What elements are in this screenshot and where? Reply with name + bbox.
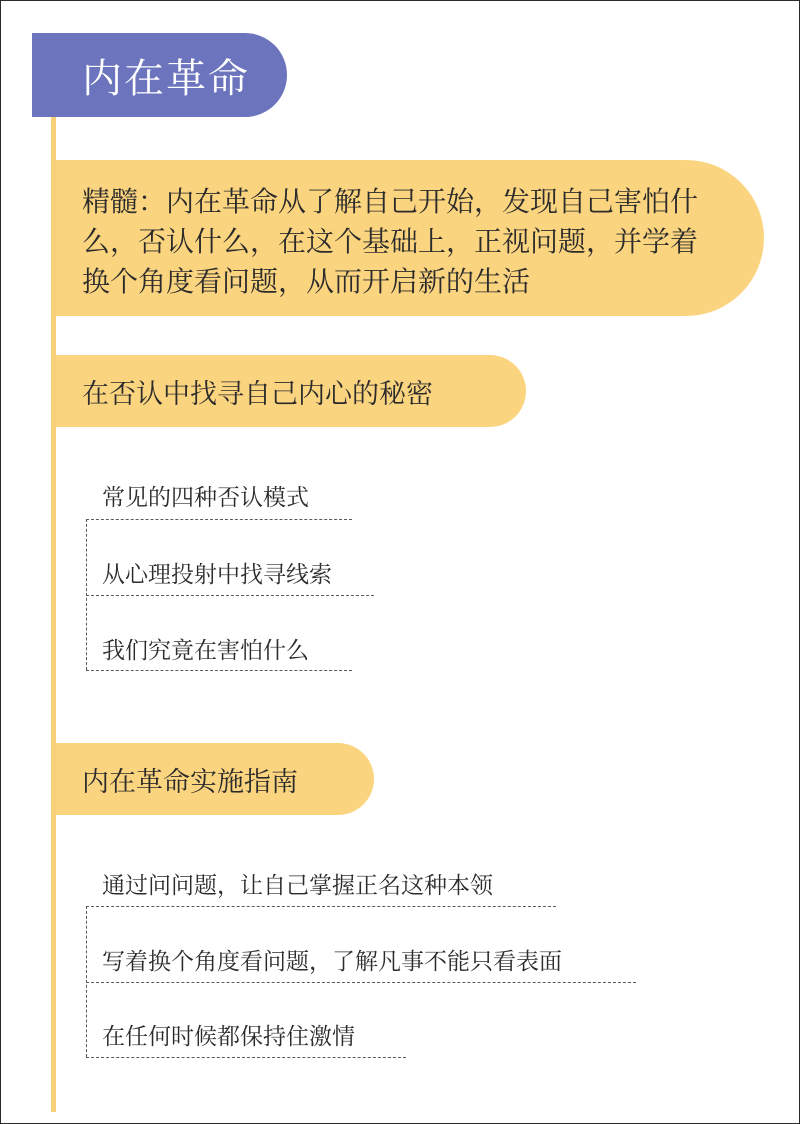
section-1-connector-2 xyxy=(86,595,374,596)
main-title-text: 内在革命 xyxy=(82,55,250,102)
section-2-connector-1 xyxy=(86,906,556,907)
section-1-item-1: 常见的四种否认模式 xyxy=(102,485,309,511)
section-1-item-2: 从心理投射中找寻线索 xyxy=(102,562,332,588)
essence-text: 精髓：内在革命从了解自己开始，发现自己害怕什么，否认什么，在这个基础上，正视问题，并学着换个角度看问题，从而开启新的生活 xyxy=(82,185,699,298)
essence-box xyxy=(56,160,764,316)
section-heading-1 xyxy=(56,355,526,427)
section-2-item-3: 在任何时候都保持住激情 xyxy=(102,1024,355,1050)
section-2-bracket xyxy=(86,906,87,1057)
section-2-item-2: 写着换个角度看问题，了解凡事不能只看表面 xyxy=(102,949,562,975)
section-heading-2 xyxy=(56,743,374,815)
section-heading-1-text: 在否认中找寻自己内心的秘密 xyxy=(82,378,433,410)
section-2-connector-2 xyxy=(86,982,636,983)
section-1-connector-3 xyxy=(86,670,352,671)
section-1-item-3: 我们究竟在害怕什么 xyxy=(102,638,309,664)
section-1-bracket xyxy=(86,519,87,670)
main-title xyxy=(32,33,287,117)
section-heading-2-text: 内在革命实施指南 xyxy=(82,766,298,798)
section-2-item-1: 通过问问题，让自己掌握正名这种本领 xyxy=(102,873,493,899)
section-1-connector-1 xyxy=(86,519,352,520)
section-2-connector-3 xyxy=(86,1057,406,1058)
